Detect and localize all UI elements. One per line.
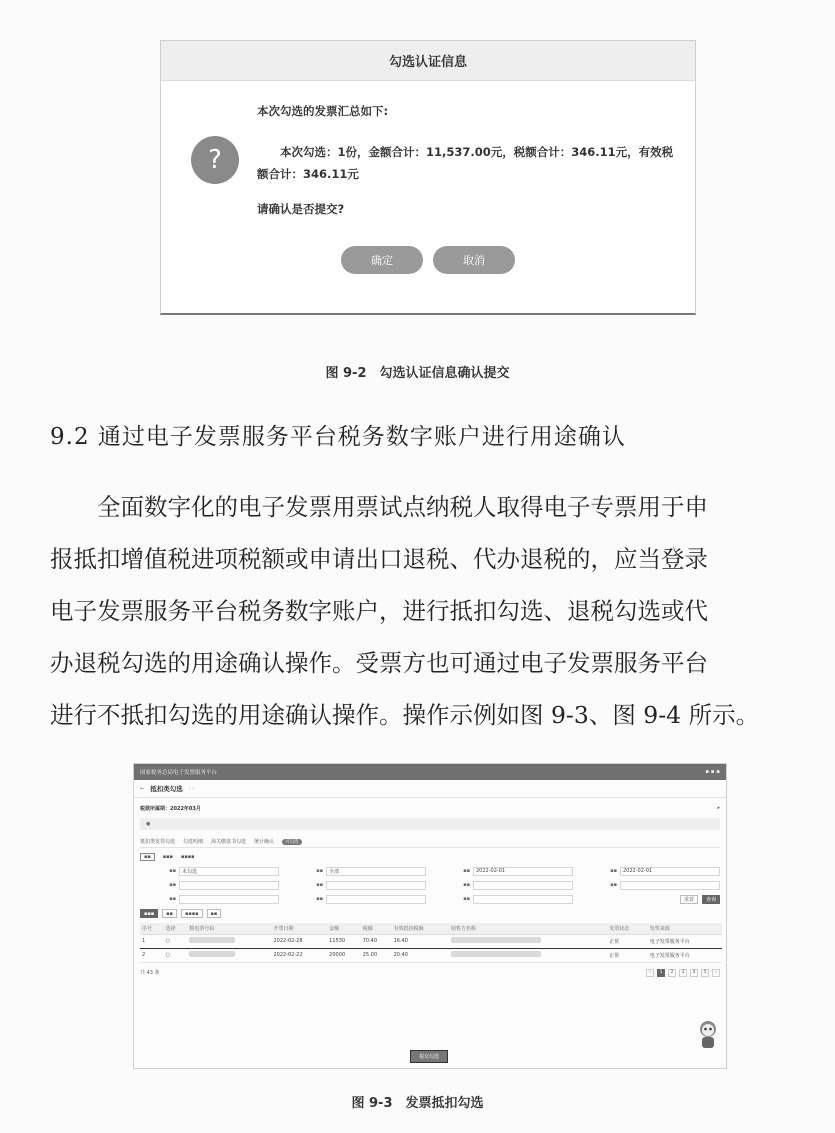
subtabs bbox=[140, 852, 720, 862]
tab-statistics[interactable]: 统计确认 bbox=[254, 839, 275, 845]
date-cell: 2022-02-28 bbox=[271, 934, 327, 948]
filter-label: ▪▪ bbox=[316, 882, 323, 888]
table-row[interactable] bbox=[140, 948, 722, 962]
paragraph-line: 电子发票服务平台税务数字账户，进行抵扣勾选、退税勾选或代 bbox=[50, 597, 708, 625]
next-page-icon[interactable]: › bbox=[712, 969, 720, 977]
filter-input[interactable] bbox=[179, 895, 279, 904]
page-button[interactable]: 3 bbox=[679, 969, 687, 977]
screenshot-tabs bbox=[140, 836, 720, 848]
tax-cell: 70.40 bbox=[361, 934, 392, 948]
redacted-cell bbox=[187, 934, 271, 948]
import-button[interactable]: ▪▪ bbox=[162, 909, 177, 918]
dialog-summary: 本次勾选：1份，金额合计：11,537.00元，税额合计：346.11元，有效税额合计：346.11元 bbox=[257, 145, 674, 181]
export-button[interactable]: ▪▪▪▪ bbox=[181, 909, 203, 918]
table-footer bbox=[140, 968, 720, 978]
row-index: 1 bbox=[140, 934, 164, 948]
type-select[interactable]: 全部 bbox=[326, 867, 426, 876]
status-select[interactable]: 未勾选 bbox=[179, 867, 279, 876]
eff-tax-cell: 20.40 bbox=[392, 948, 449, 962]
source-cell: 电子发票服务平台 bbox=[648, 934, 722, 948]
screenshot-nav bbox=[134, 780, 726, 798]
paragraph-line: 进行不抵扣勾选的用途确认操作。操作示例如图 9-3、图 9-4 所示。 bbox=[50, 701, 760, 729]
dialog-title: 勾选认证信息 bbox=[161, 41, 695, 81]
column-header: 有效抵扣税额 bbox=[392, 923, 449, 934]
filter-label: ▪▪ bbox=[169, 868, 176, 874]
filter-input[interactable] bbox=[473, 881, 573, 890]
mascot-icon bbox=[696, 1019, 720, 1049]
filter-label: ▪▪ bbox=[463, 896, 470, 902]
filter-input[interactable] bbox=[620, 881, 720, 890]
filter-label: ▪▪ bbox=[463, 882, 470, 888]
filter-label: ▪▪ bbox=[610, 868, 617, 874]
filter-form bbox=[140, 866, 720, 904]
filter-input[interactable] bbox=[473, 895, 573, 904]
confirm-button[interactable]: 确定 bbox=[341, 246, 423, 274]
section-heading: 9.2 通过电子发票服务平台税务数字账户进行用途确认 bbox=[50, 424, 626, 450]
redacted-cell bbox=[449, 948, 607, 962]
start-date-input[interactable]: 2022-02-01 bbox=[473, 867, 573, 876]
dialog-question: 请确认是否提交? bbox=[257, 202, 345, 216]
page-button[interactable]: 4 bbox=[690, 969, 698, 977]
column-header: 选择 bbox=[164, 923, 188, 934]
column-header: 开票日期 bbox=[271, 923, 327, 934]
user-info: ▪ ▪ ▪ bbox=[705, 769, 720, 775]
paragraph-line: 报抵扣增值税进项税额或申请出口退税、代办退税的，应当登录 bbox=[50, 545, 708, 573]
search-button[interactable]: 查询 bbox=[702, 895, 720, 904]
prev-page-icon[interactable]: ‹ bbox=[646, 969, 654, 977]
breadcrumb: › › bbox=[188, 785, 195, 792]
column-header: 发票来源 bbox=[648, 923, 722, 934]
reset-button[interactable]: 重置 bbox=[680, 895, 698, 904]
tax-period: 税款所属期：2022年03月 bbox=[140, 805, 201, 812]
cancel-button[interactable]: 取消 bbox=[433, 246, 515, 274]
amount-cell: 11530 bbox=[327, 934, 361, 948]
action-row bbox=[140, 908, 720, 919]
filter-input[interactable] bbox=[326, 895, 426, 904]
column-header: 税额 bbox=[361, 923, 392, 934]
subtab-active[interactable]: ▪▪ bbox=[140, 853, 155, 861]
row-checkbox[interactable]: ○ bbox=[164, 948, 188, 962]
filter-input[interactable] bbox=[326, 881, 426, 890]
subtab[interactable]: ▪▪▪ bbox=[162, 854, 173, 860]
column-header: 金额 bbox=[327, 923, 361, 934]
back-arrow-icon[interactable]: ← bbox=[140, 785, 145, 792]
amount-cell: 20000 bbox=[327, 948, 361, 962]
tab-detail[interactable]: 勾选明细 bbox=[183, 839, 204, 845]
invoice-deduction-screenshot bbox=[133, 763, 727, 1069]
table-header bbox=[140, 923, 722, 934]
filter-input[interactable] bbox=[179, 881, 279, 890]
column-header: 销售方名称 bbox=[449, 923, 607, 934]
filter-label: ▪▪ bbox=[169, 896, 176, 902]
end-date-input[interactable]: 2022-02-01 bbox=[620, 867, 720, 876]
redacted-cell bbox=[449, 934, 607, 948]
status-cell: 正常 bbox=[607, 948, 647, 962]
filter-label: ▪▪ bbox=[169, 882, 176, 888]
batch-button[interactable]: ▪▪▪ bbox=[140, 909, 158, 918]
column-header: 发票状态 bbox=[607, 923, 647, 934]
page-button[interactable]: 5 bbox=[701, 969, 709, 977]
dialog-heading: 本次勾选的发票汇总如下: bbox=[257, 104, 389, 118]
page-title: 抵扣类勾选 bbox=[150, 785, 183, 793]
screenshot-topbar bbox=[134, 764, 726, 780]
column-header: 数电票号码 bbox=[187, 923, 271, 934]
filter-label: ▪▪ bbox=[316, 868, 323, 874]
eff-tax-cell: 16.40 bbox=[392, 934, 449, 948]
figure-caption-9-3: 图 9-3 发票抵扣勾选 bbox=[351, 1096, 484, 1111]
source-cell: 电子发票服务平台 bbox=[648, 948, 722, 962]
pagination bbox=[646, 969, 720, 977]
filter-label: ▪▪ bbox=[610, 882, 617, 888]
status-badge: 可勾选 bbox=[282, 839, 302, 845]
column-header: 序号 bbox=[140, 923, 164, 934]
redacted-cell bbox=[187, 948, 271, 962]
confirm-dialog bbox=[160, 40, 696, 315]
figure-caption-9-2: 图 9-2 勾选认证信息确认提交 bbox=[325, 366, 510, 381]
filter-label: ▪▪ bbox=[316, 896, 323, 902]
row-index: 2 bbox=[140, 948, 164, 962]
total-count: 共 43 条 bbox=[140, 970, 160, 976]
subtab[interactable]: ▪▪▪▪ bbox=[180, 854, 195, 860]
tax-cell: 25.00 bbox=[361, 948, 392, 962]
table-row[interactable] bbox=[140, 934, 722, 948]
paragraph-line: 办退税勾选的用途确认操作。受票方也可通过电子发票服务平台 bbox=[50, 649, 708, 677]
tab-customs[interactable]: 海关缴款书勾选 bbox=[211, 839, 247, 845]
question-icon: ? bbox=[191, 136, 239, 184]
invoice-table bbox=[140, 923, 722, 963]
row-checkbox[interactable]: ○ bbox=[164, 934, 188, 948]
select-all-button[interactable]: ▪▪ bbox=[207, 909, 222, 918]
page-button[interactable]: 2 bbox=[668, 969, 676, 977]
page-button[interactable]: 1 bbox=[657, 969, 665, 977]
submit-button[interactable]: 提交勾选 bbox=[410, 1050, 448, 1063]
date-cell: 2022-02-22 bbox=[271, 948, 327, 962]
screenshot-app-title: 国家税务总局电子发票服务平台 bbox=[140, 770, 218, 776]
tab-deduction[interactable]: 抵扣类发票勾选 bbox=[140, 839, 176, 845]
period-link[interactable]: ▸ bbox=[717, 805, 720, 811]
notice-banner bbox=[140, 818, 720, 830]
paragraph-line: 全面数字化的电子发票用票试点纳税人取得电子专票用于申 bbox=[50, 493, 708, 521]
info-icon: ● bbox=[146, 821, 151, 827]
status-cell: 正常 bbox=[607, 934, 647, 948]
period-bar bbox=[134, 798, 726, 818]
filter-label: ▪▪ bbox=[463, 868, 470, 874]
